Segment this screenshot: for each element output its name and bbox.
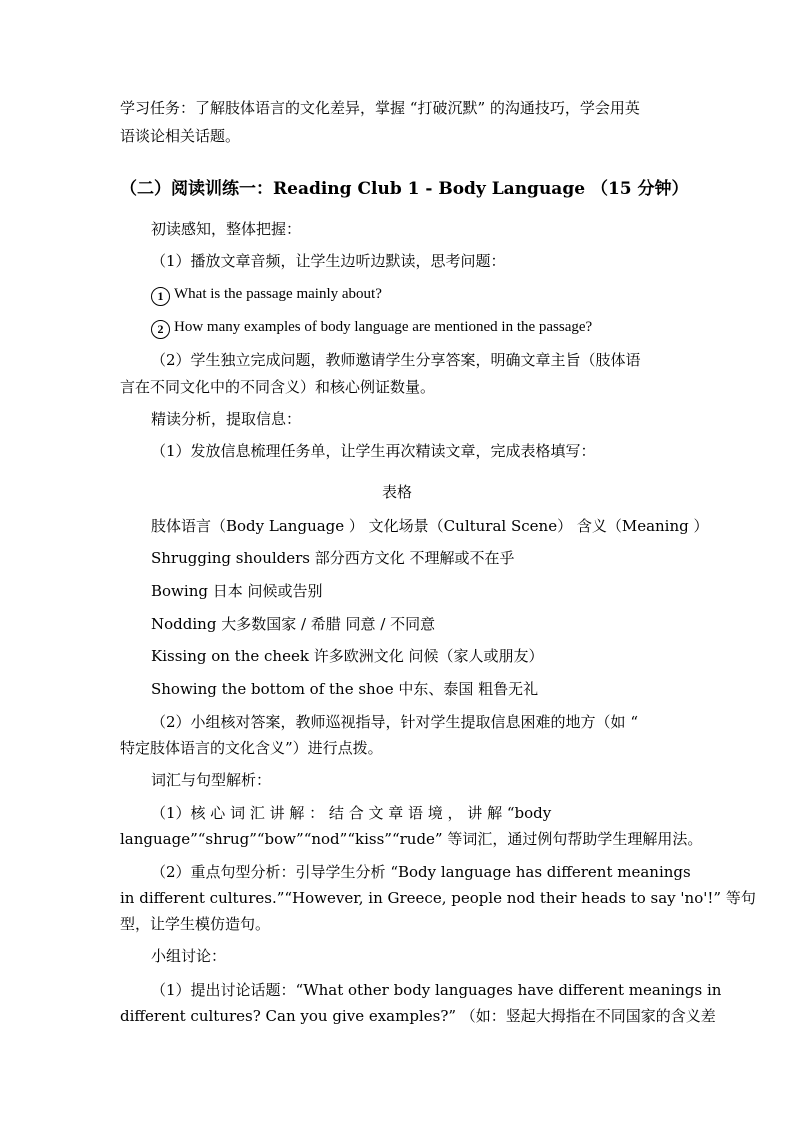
table-row: Showing the bottom of the shoe 中东、泰国 粗鲁无礼 — [151, 680, 539, 698]
table-row: Shrugging shoulders 部分西方文化 不理解或不在乎 — [151, 549, 515, 567]
table-caption: 表格 — [381, 483, 412, 501]
discussion-step-1-line-2: different cultures? Can you give examples?” （如：竖起大拇指在不同国家的含义差 — [120, 1007, 716, 1025]
first-read-heading: 初读感知，整体把握： — [151, 220, 302, 238]
close-read-step-1: （1）发放信息梳理任务单，让学生再次精读文章，完成表格填写： — [151, 442, 596, 460]
vocab-step-2-line-2: in different cultures.”“However, in Greece, people nod their heads to say 'no'!” 等句 — [120, 889, 756, 907]
question-1 — [151, 284, 382, 306]
task-line-1: 学习任务：了解肢体语言的文化差异，掌握 “打破沉默” 的沟通技巧，学会用英 — [120, 99, 640, 117]
table-row: Bowing 日本 问候或告别 — [151, 582, 323, 600]
question-2 — [151, 317, 592, 339]
discussion-step-1-line-1: （1）提出讨论话题：“What other body languages have different meanings in — [151, 981, 722, 999]
section-title: （二）阅读训练一：Reading Club 1 - Body Language （15 分钟） — [120, 179, 689, 199]
circled-number-1: 1 — [151, 287, 170, 306]
discussion-heading: 小组讨论： — [151, 947, 227, 965]
vocab-heading: 词汇与句型解析： — [151, 771, 272, 789]
first-read-step-1: （1）播放文章音频，让学生边听边默读，思考问题： — [151, 252, 506, 270]
close-read-heading: 精读分析，提取信息： — [151, 410, 302, 428]
first-read-step-2-line-2: 言在不同文化中的不同含义）和核心例证数量。 — [120, 378, 436, 396]
first-read-step-2-line-1: （2）学生独立完成问题，教师邀请学生分享答案，明确文章主旨（肢体语 — [151, 351, 641, 369]
close-read-step-2-line-1: （2）小组核对答案，教师巡视指导，针对学生提取信息困难的地方（如 “ — [151, 713, 638, 731]
task-line-2: 语谈论相关话题。 — [120, 127, 241, 145]
question-2-text: How many examples of body language are mentioned in the passage? — [174, 319, 593, 335]
question-1-text: What is the passage mainly about? — [174, 286, 382, 302]
vocab-step-1-line-2: language”“shrug”“bow”“nod”“kiss”“rude” 等词汇，通过例句帮助学生理解用法。 — [120, 830, 703, 848]
vocab-step-2-line-1: （2）重点句型分析：引导学生分析 “Body language has different meanings — [151, 863, 691, 881]
table-row: Nodding 大多数国家 / 希腊 同意 / 不同意 — [151, 615, 436, 633]
table-row: Kissing on the cheek 许多欧洲文化 问候（家人或朋友） — [151, 647, 544, 665]
vocab-step-1-line-1: （1）核 心 词 汇 讲 解 ： 结 合 文 章 语 境 ， 讲 解 “body — [151, 804, 552, 822]
vocab-step-2-line-3: 型，让学生模仿造句。 — [120, 915, 271, 933]
circled-number-2: 2 — [151, 320, 170, 339]
table-header: 肢体语言（Body Language ） 文化场景（Cultural Scene） 含义（Meaning ） — [151, 517, 709, 535]
close-read-step-2-line-2: 特定肢体语言的文化含义”）进行点拨。 — [120, 739, 383, 757]
